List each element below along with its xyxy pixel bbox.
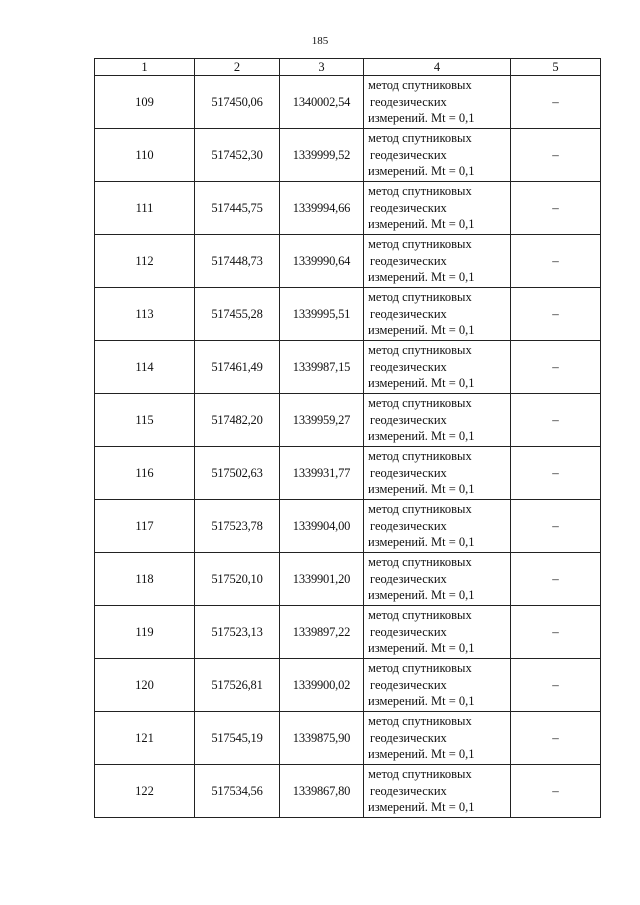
point-number-cell: 119	[95, 606, 195, 659]
note-cell: –	[511, 394, 601, 447]
method-line: геодезических	[370, 783, 447, 798]
method-cell	[364, 129, 511, 182]
x-coordinate-cell: 517520,10	[195, 553, 280, 606]
method-line: геодезических	[370, 359, 447, 374]
point-number-cell: 121	[95, 712, 195, 765]
method-line: геодезических	[370, 412, 447, 427]
x-coordinate-cell: 517450,06	[195, 76, 280, 129]
method-cell	[364, 341, 511, 394]
method-line: измерений. Mt = 0,1	[368, 641, 475, 656]
note-cell: –	[511, 235, 601, 288]
method-line: геодезических	[370, 518, 447, 533]
method-line: измерений. Mt = 0,1	[368, 217, 475, 232]
method-line: метод спутниковых	[368, 237, 472, 252]
note-cell: –	[511, 76, 601, 129]
column-header-5: 5	[511, 59, 601, 76]
method-cell	[364, 712, 511, 765]
method-line: измерений. Mt = 0,1	[368, 588, 475, 603]
note-cell: –	[511, 606, 601, 659]
y-coordinate-cell: 1339931,77	[280, 447, 364, 500]
method-line: измерений. Mt = 0,1	[368, 270, 475, 285]
x-coordinate-cell: 517448,73	[195, 235, 280, 288]
table-row	[95, 341, 601, 394]
method-line: метод спутниковых	[368, 502, 472, 517]
method-line: геодезических	[370, 306, 447, 321]
table-row	[95, 765, 601, 818]
method-line: метод спутниковых	[368, 184, 472, 199]
column-header-1: 1	[95, 59, 195, 76]
method-line: измерений. Mt = 0,1	[368, 747, 475, 762]
y-coordinate-cell: 1339897,22	[280, 606, 364, 659]
x-coordinate-cell: 517502,63	[195, 447, 280, 500]
y-coordinate-cell: 1339987,15	[280, 341, 364, 394]
method-cell	[364, 765, 511, 818]
y-coordinate-cell: 1339994,66	[280, 182, 364, 235]
point-number-cell: 113	[95, 288, 195, 341]
y-coordinate-cell: 1339867,80	[280, 765, 364, 818]
point-number-cell: 118	[95, 553, 195, 606]
method-line: измерений. Mt = 0,1	[368, 800, 475, 815]
x-coordinate-cell: 517526,81	[195, 659, 280, 712]
method-line: измерений. Mt = 0,1	[368, 376, 475, 391]
table-row	[95, 606, 601, 659]
column-header-2: 2	[195, 59, 280, 76]
method-cell	[364, 182, 511, 235]
point-number-cell: 114	[95, 341, 195, 394]
method-line: метод спутниковых	[368, 661, 472, 676]
page-number: 185	[311, 35, 329, 47]
method-line: геодезических	[370, 253, 447, 268]
method-line: измерений. Mt = 0,1	[368, 323, 475, 338]
x-coordinate-cell: 517452,30	[195, 129, 280, 182]
method-line: геодезических	[370, 677, 447, 692]
method-line: метод спутниковых	[368, 396, 472, 411]
method-line: метод спутниковых	[368, 714, 472, 729]
table-row	[95, 235, 601, 288]
method-line: геодезических	[370, 147, 447, 162]
table-row	[95, 712, 601, 765]
x-coordinate-cell: 517523,78	[195, 500, 280, 553]
header-row	[95, 59, 601, 76]
table-row	[95, 182, 601, 235]
table-row	[95, 447, 601, 500]
method-line: метод спутниковых	[368, 78, 472, 93]
method-cell	[364, 606, 511, 659]
note-cell: –	[511, 447, 601, 500]
method-cell	[364, 500, 511, 553]
method-cell	[364, 659, 511, 712]
method-line: геодезических	[370, 465, 447, 480]
point-number-cell: 115	[95, 394, 195, 447]
note-cell: –	[511, 712, 601, 765]
method-line: геодезических	[370, 624, 447, 639]
table-header	[95, 59, 601, 76]
x-coordinate-cell: 517545,19	[195, 712, 280, 765]
method-line: измерений. Mt = 0,1	[368, 429, 475, 444]
point-number-cell: 109	[95, 76, 195, 129]
method-line: метод спутниковых	[368, 343, 472, 358]
method-line: метод спутниковых	[368, 290, 472, 305]
point-number-cell: 117	[95, 500, 195, 553]
note-cell: –	[511, 341, 601, 394]
point-number-cell: 122	[95, 765, 195, 818]
method-line: измерений. Mt = 0,1	[368, 535, 475, 550]
method-line: измерений. Mt = 0,1	[368, 482, 475, 497]
method-line: измерений. Mt = 0,1	[368, 694, 475, 709]
x-coordinate-cell: 517534,56	[195, 765, 280, 818]
table-row	[95, 394, 601, 447]
x-coordinate-cell: 517523,13	[195, 606, 280, 659]
note-cell: –	[511, 553, 601, 606]
method-cell	[364, 447, 511, 500]
x-coordinate-cell: 517445,75	[195, 182, 280, 235]
y-coordinate-cell: 1339900,02	[280, 659, 364, 712]
point-number-cell: 116	[95, 447, 195, 500]
x-coordinate-cell: 517482,20	[195, 394, 280, 447]
table-row	[95, 129, 601, 182]
method-line: геодезических	[370, 571, 447, 586]
point-number-cell: 120	[95, 659, 195, 712]
table-row	[95, 76, 601, 129]
table-row	[95, 500, 601, 553]
table-row	[95, 659, 601, 712]
y-coordinate-cell: 1339875,90	[280, 712, 364, 765]
y-coordinate-cell: 1339959,27	[280, 394, 364, 447]
table-row	[95, 553, 601, 606]
table-body	[95, 76, 601, 818]
note-cell: –	[511, 765, 601, 818]
column-header-4: 4	[364, 59, 511, 76]
method-line: геодезических	[370, 200, 447, 215]
method-line: метод спутниковых	[368, 131, 472, 146]
note-cell: –	[511, 659, 601, 712]
method-line: измерений. Mt = 0,1	[368, 111, 475, 126]
note-cell: –	[511, 129, 601, 182]
method-line: метод спутниковых	[368, 767, 472, 782]
x-coordinate-cell: 517461,49	[195, 341, 280, 394]
point-number-cell: 111	[95, 182, 195, 235]
method-line: геодезических	[370, 94, 447, 109]
method-cell	[364, 288, 511, 341]
method-cell	[364, 235, 511, 288]
method-line: измерений. Mt = 0,1	[368, 164, 475, 179]
point-number-cell: 110	[95, 129, 195, 182]
y-coordinate-cell: 1339990,64	[280, 235, 364, 288]
method-line: метод спутниковых	[368, 555, 472, 570]
note-cell: –	[511, 182, 601, 235]
y-coordinate-cell: 1339904,00	[280, 500, 364, 553]
column-header-3: 3	[280, 59, 364, 76]
method-cell	[364, 76, 511, 129]
method-line: метод спутниковых	[368, 449, 472, 464]
note-cell: –	[511, 500, 601, 553]
coordinates-table	[94, 58, 601, 818]
method-cell	[364, 553, 511, 606]
table-row	[95, 288, 601, 341]
y-coordinate-cell: 1339901,20	[280, 553, 364, 606]
x-coordinate-cell: 517455,28	[195, 288, 280, 341]
y-coordinate-cell: 1339995,51	[280, 288, 364, 341]
note-cell: –	[511, 288, 601, 341]
method-line: геодезических	[370, 730, 447, 745]
y-coordinate-cell: 1340002,54	[280, 76, 364, 129]
method-line: метод спутниковых	[368, 608, 472, 623]
method-cell	[364, 394, 511, 447]
y-coordinate-cell: 1339999,52	[280, 129, 364, 182]
point-number-cell: 112	[95, 235, 195, 288]
